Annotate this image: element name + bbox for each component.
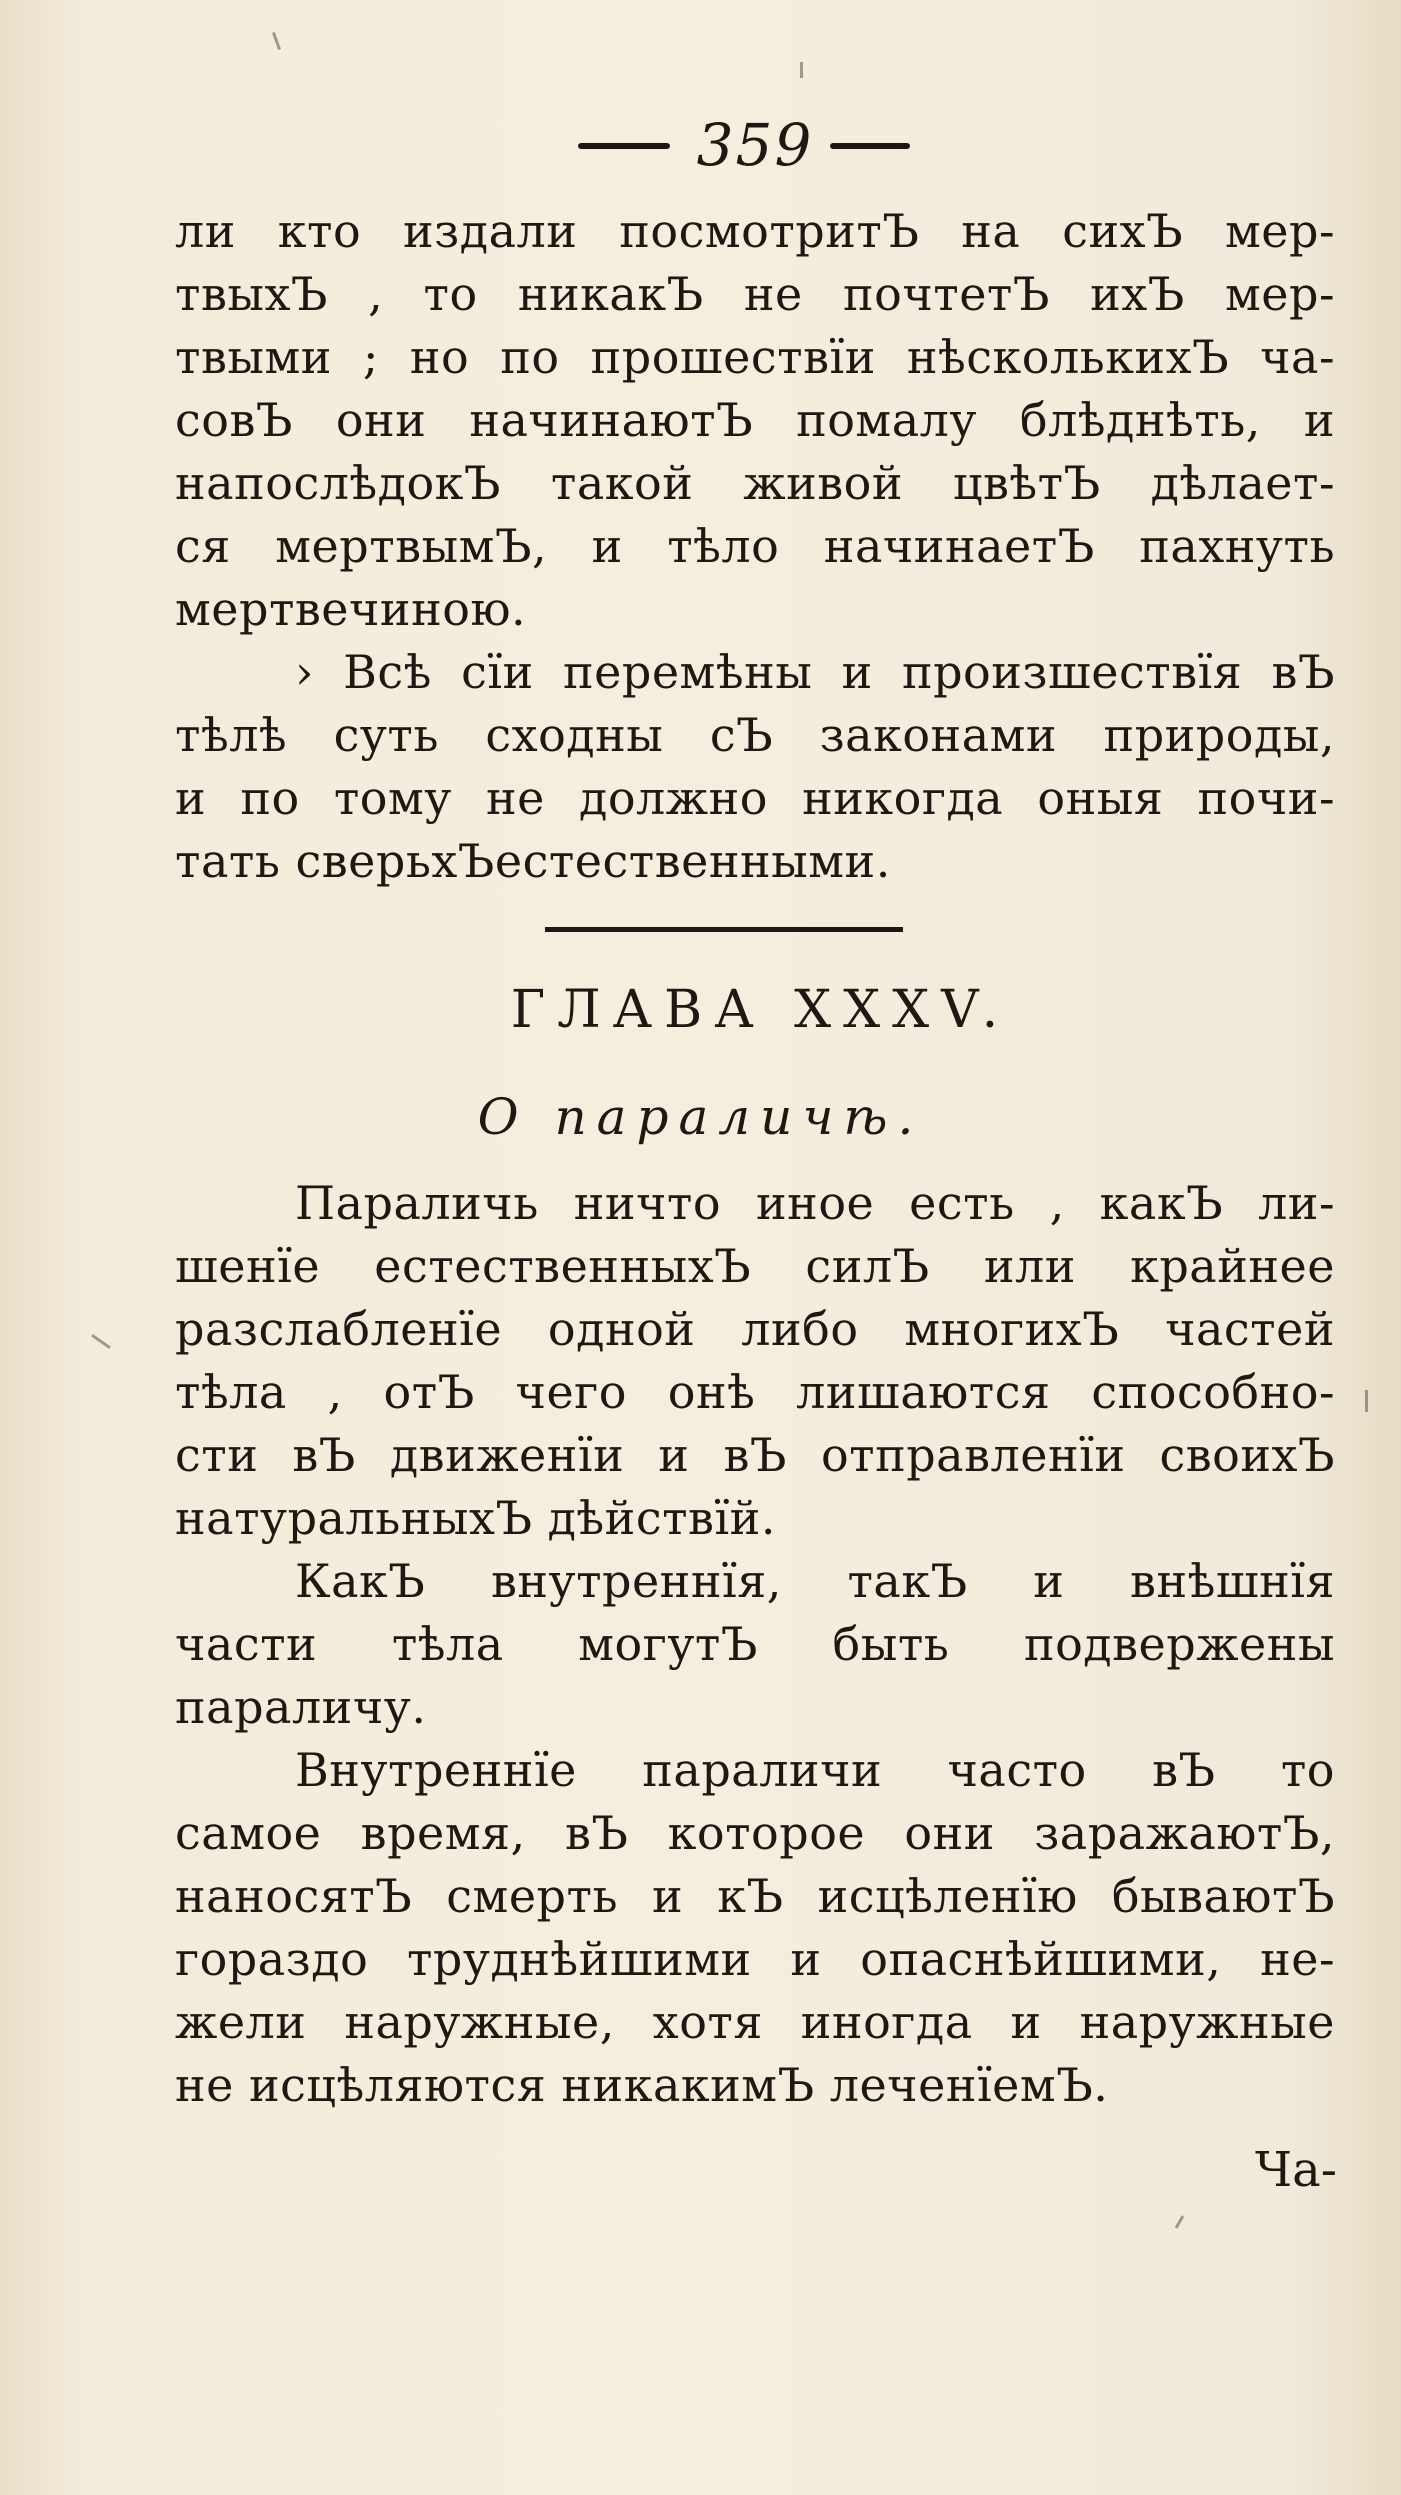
text-line: Внутреннїе параличи часто вЪ то (295, 1743, 1335, 1797)
text-line: мертвечиною. (175, 582, 527, 636)
text-line: тать сверьхЪестественными. (175, 834, 891, 888)
header-dash-right (830, 143, 910, 149)
text-line: шенїе естественныхЪ силЪ или крайнее (175, 1239, 1335, 1293)
print-speck (1365, 1390, 1368, 1412)
page-number: 359 (696, 111, 814, 179)
chapter-title: ГЛАВА XXXV. (510, 980, 1011, 1040)
text-line: и по тому не должно никогда оныя почи- (175, 771, 1335, 825)
page-header (0, 110, 1401, 180)
print-speck (800, 62, 803, 78)
text-block-chapter (175, 1172, 1335, 2117)
section-divider (545, 927, 903, 932)
text-line: параличу. (175, 1680, 427, 1734)
text-line: КакЪ внутреннїя, такЪ и внѣшнїя (295, 1554, 1335, 1608)
chapter-paragraph-2 (175, 1550, 1335, 1739)
text-line: тѣла , отЪ чего онѣ лишаются способно- (175, 1365, 1335, 1419)
continuation-paragraph (175, 200, 1335, 641)
text-line: совЪ они начинаютЪ помалу блѣднѣть, и (175, 393, 1335, 447)
print-speck (272, 32, 281, 50)
text-line: разслабленїе одной либо многихЪ частей (175, 1302, 1335, 1356)
text-line: наносятЪ смерть и кЪ исцѣленїю бываютЪ (175, 1869, 1335, 1923)
catchword: Ча- (1255, 2142, 1337, 2198)
text-block-top (175, 200, 1335, 893)
text-line: сти вЪ движенїи и вЪ отправленїи своихЪ (175, 1428, 1335, 1482)
chapter-paragraph-3 (175, 1739, 1335, 2117)
chapter-paragraph-1 (175, 1172, 1335, 1550)
text-line: ли кто издали посмотритЪ на сихЪ мер- (175, 204, 1335, 258)
text-line: натуральныхЪ дѣйствїй. (175, 1491, 776, 1545)
print-speck (91, 1334, 111, 1349)
text-line: гораздо труднѣйшими и опаснѣйшими, не- (175, 1932, 1335, 1986)
paragraph-2 (175, 641, 1335, 893)
text-line: не исцѣляются никакимЪ леченїемЪ. (175, 2058, 1109, 2112)
text-line: самое время, вЪ которое они заражаютЪ, (175, 1806, 1335, 1860)
text-line: › Всѣ сїи перемѣны и произшествїя вЪ (295, 645, 1335, 699)
text-line: твыхЪ , то никакЪ не почтетЪ ихЪ мер- (175, 267, 1335, 321)
header-dash-left (578, 143, 670, 149)
chapter-subtitle: О параличѣ. (477, 1088, 924, 1146)
text-line: твыми ; но по прошествїи нѣсколькихЪ ча- (175, 330, 1335, 384)
text-line: жели наружные, хотя иногда и наружные (175, 1995, 1335, 2049)
print-speck (1175, 2215, 1185, 2229)
text-line: тѣлѣ суть сходны сЪ законами природы, (175, 708, 1335, 762)
text-line: ся мертвымЪ, и тѣло начинаетЪ пахнуть (175, 519, 1335, 573)
text-line: части тѣла могутЪ быть подвержены (175, 1617, 1335, 1671)
text-line: напослѣдокЪ такой живой цвѣтЪ дѣлает- (175, 456, 1335, 510)
text-line: Параличь ничто иное есть , какЪ ли- (295, 1176, 1335, 1230)
